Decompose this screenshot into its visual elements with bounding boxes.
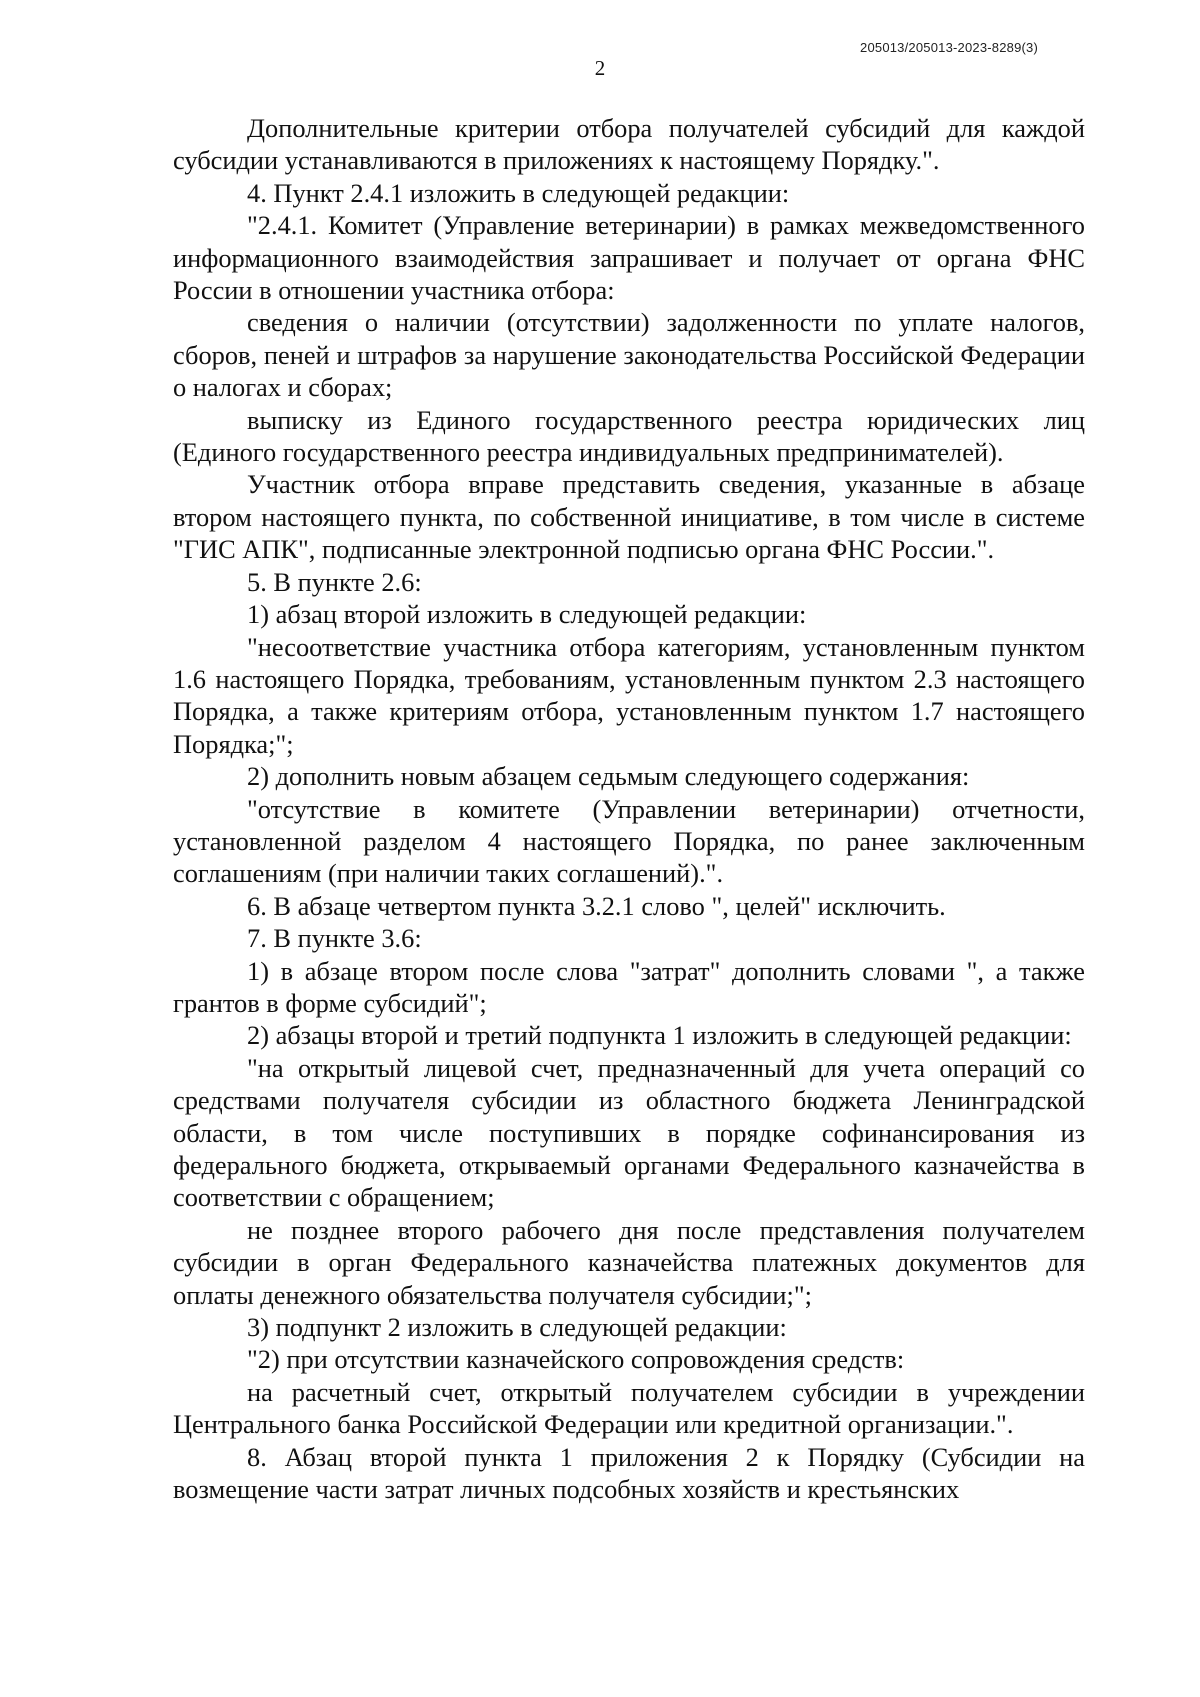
paragraph: 1) абзац второй изложить в следующей редакции: <box>247 599 807 630</box>
paragraph: "на открытый лицевой счет, предназначенный для учета операций со средствами получателя субсидии из областного бюджета Ленинградской области, в том числе поступивших в порядке софинансирования из федерального бюджета, открываемый органами Федерального казначейства в соответствии с обращением; <box>173 1052 1085 1213</box>
page-number: 2 <box>594 56 606 80</box>
paragraph: 2) дополнить новым абзацем седьмым следующего содержания: <box>247 761 970 792</box>
paragraph: 6. В абзаце четвертом пункта 3.2.1 слово ", целей" исключить. <box>247 890 946 921</box>
paragraph: "отсутствие в комитете (Управлении ветеринарии) отчетности, установленной разделом 4 настоящего Порядка, по ранее заключенным соглашениям (при наличии таких соглашений).". <box>173 793 1085 889</box>
paragraph: 1) в абзаце втором после слова "затрат" дополнить словами ", а также грантов в форме субсидий"; <box>173 955 1085 1018</box>
paragraph: Дополнительные критерии отбора получателей субсидий для каждой субсидии устанавливаются в приложениях к настоящему Порядку.". <box>173 113 1085 176</box>
paragraph: 2) абзацы второй и третий подпункта 1 изложить в следующей редакции: <box>247 1020 1072 1051</box>
paragraph: 8. Абзац второй пункта 1 приложения 2 к Порядку (Субсидии на возмещение части затрат личных подсобных хозяйств и крестьянских <box>173 1441 1085 1505</box>
paragraph: 3) подпункт 2 изложить в следующей редакции: <box>247 1312 787 1343</box>
paragraph: сведения о наличии (отсутствии) задолженности по уплате налогов, сборов, пеней и штрафов за нарушение законодательства Российской Федерации о налогах и сборах; <box>173 307 1085 403</box>
paragraph: "2) при отсутствии казначейского сопровождения средств: <box>247 1344 905 1375</box>
paragraph: не позднее второго рабочего дня после представления получателем субсидии в орган Федерального казначейства платежных документов для оплаты денежного обязательства получателя субсидии;"; <box>173 1214 1085 1310</box>
paragraph: выписку из Единого государственного реестра юридических лиц (Единого государственного реестра индивидуальных предпринимателей). <box>173 404 1085 468</box>
paragraph: "несоответствие участника отбора категориям, установленным пунктом 1.6 настоящего Порядка, требованиям, установленным пунктом 2.3 настоящего Порядка, а также критериям отбора, установленным пунктом 1.7 настоящего Порядка;"; <box>173 631 1085 759</box>
paragraph: на расчетный счет, открытый получателем субсидии в учреждении Центрального банка Российской Федерации или кредитной организации.". <box>173 1376 1085 1440</box>
paragraph: 5. В пункте 2.6: <box>247 566 422 597</box>
document-id: 205013/205013-2023-8289(3) <box>860 40 1038 55</box>
paragraph: 4. Пункт 2.4.1 изложить в следующей редакции: <box>247 177 790 208</box>
paragraph: "2.4.1. Комитет (Управление ветеринарии) в рамках межведомственного информационного взаимодействия запрашивает и получает от органа ФНС России в отношении участника отбора: <box>173 210 1085 306</box>
document-body <box>173 112 1085 1505</box>
paragraph: 7. В пункте 3.6: <box>247 923 422 954</box>
paragraph: Участник отбора вправе представить сведения, указанные в абзаце втором настоящего пункта, по собственной инициативе, в том числе в системе "ГИС АПК", подписанные электронной подписью органа ФНС России.". <box>173 469 1085 565</box>
